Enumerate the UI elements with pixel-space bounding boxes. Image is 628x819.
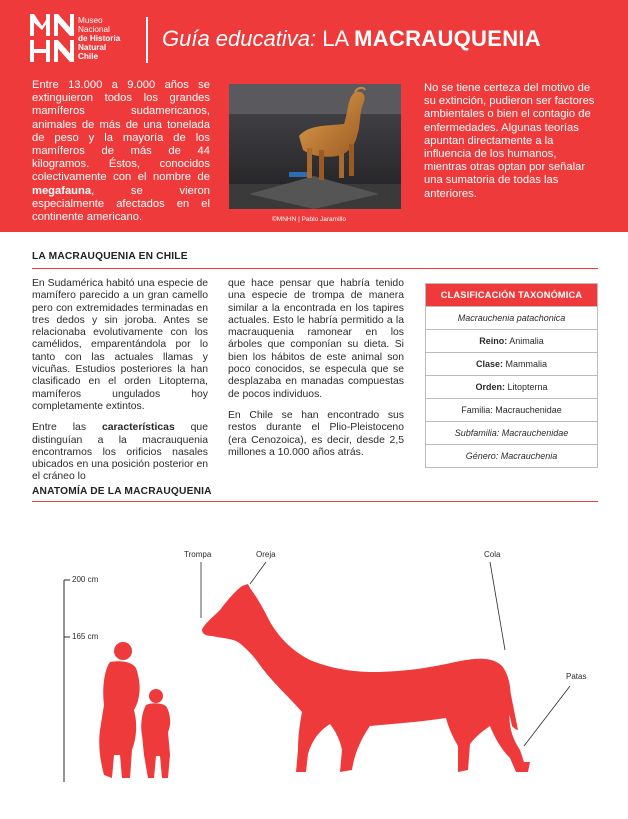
museum-logo (30, 14, 74, 62)
text-column-1 (32, 278, 208, 493)
text-column-2 (228, 278, 404, 468)
paragraph: que hace pensar que habría tenido una especie de trompa de manera similar a la encontrada en los tapires actuales. Esto le habría permitido a la macrauquenia ramonear en los árboles que componían su dieta. Si bien los hábitos de este animal son poco conocidos, se especula que se desplazaba en manadas compuestas de pocos individuos. (228, 278, 404, 400)
taxonomy-table (425, 283, 598, 468)
label-patas: Patas (566, 672, 587, 681)
paragraph: En Chile se han encontrado sus restos durante el Plio-Pleistoceno (era Cenozoica), es decir, desde 2,5 millones a 10.000 años atrás. (228, 409, 404, 458)
taxonomy-clase: Clase: Mammalia (426, 352, 597, 375)
header-divider (146, 17, 148, 63)
anatomy-illustration (0, 500, 628, 819)
intro-left-text: Entre 13.000 a 9.000 años se extinguieron todos los grandes mamíferos sudamericanos, animales de más de una tonelada de peso y la mayoría de los mamíferos de más de 44 kilogramos. Éstos, conocidos colectivamente con el nombre de megafauna, se vieron especialmente afectados en el continente americano. (32, 79, 210, 224)
taxonomy-heading: CLASIFICACIÓN TAXONÓMICA (426, 284, 597, 306)
taxonomy-familia: Familia: Macrauchenidae (426, 398, 597, 421)
scale-200cm: 200 cm (72, 575, 99, 584)
page-title: Guía educativa: LA MACRAUQUENIA (162, 26, 541, 51)
taxonomy-orden: Orden: Litopterna (426, 375, 597, 398)
intro-right-text: No se tiene certeza del motivo de su extinción, pudieron ser factores ambientales o bien el contagio de enfermedades. Algunas teorías apuntan directamente a la influencia de los humanos, mientras otras optan por señalar una sumatoria de todas las anteriores. (424, 82, 595, 200)
label-oreja: Oreja (256, 550, 276, 559)
human-silhouettes (99, 642, 170, 778)
taxonomy-reino: Reino: Animalia (426, 329, 597, 352)
header-banner (0, 0, 628, 232)
taxonomy-genero: Género: Macrauchenia (426, 444, 597, 467)
museum-name: Museo Nacional de Historia Natural Chile (78, 16, 121, 61)
photo-credit: ©MNHN | Pablo Jaramillo (272, 216, 347, 223)
taxonomy-subfamilia: Subfamilia: Macrauchenidae (426, 421, 597, 444)
macrauquenia-silhouette (202, 584, 530, 772)
taxonomy-species: Macrauchenia patachonica (426, 306, 597, 329)
section-heading-anatomy: ANATOMÍA DE LA MACRAUQUENIA (32, 486, 212, 497)
section-divider (32, 268, 598, 269)
label-cola: Cola (484, 550, 501, 559)
macrauquenia-photo (229, 84, 401, 209)
label-trompa: Trompa (184, 550, 212, 559)
height-scale (64, 580, 70, 782)
paragraph: En Sudamérica habitó una especie de mamífero parecido a un gran camello pero con extremidades terminadas en tres dedos y sin joroba. Antes se relacionaba evolutivamente con los camélidos, emparentándola por lo tanto con las actuales llamas y vicuñas. Estudios posteriores la han clasificado en el orden Litopterna, mamíferos ungulados hoy completamente extintos. (32, 278, 208, 412)
section-heading-chile: LA MACRAUQUENIA EN CHILE (32, 251, 188, 262)
scale-165cm: 165 cm (72, 632, 99, 641)
paragraph: Entre las características que distinguían a la macrauquenia encontramos los orificios nasales ubicados en una posición posterior en el cráneo lo (32, 422, 208, 483)
